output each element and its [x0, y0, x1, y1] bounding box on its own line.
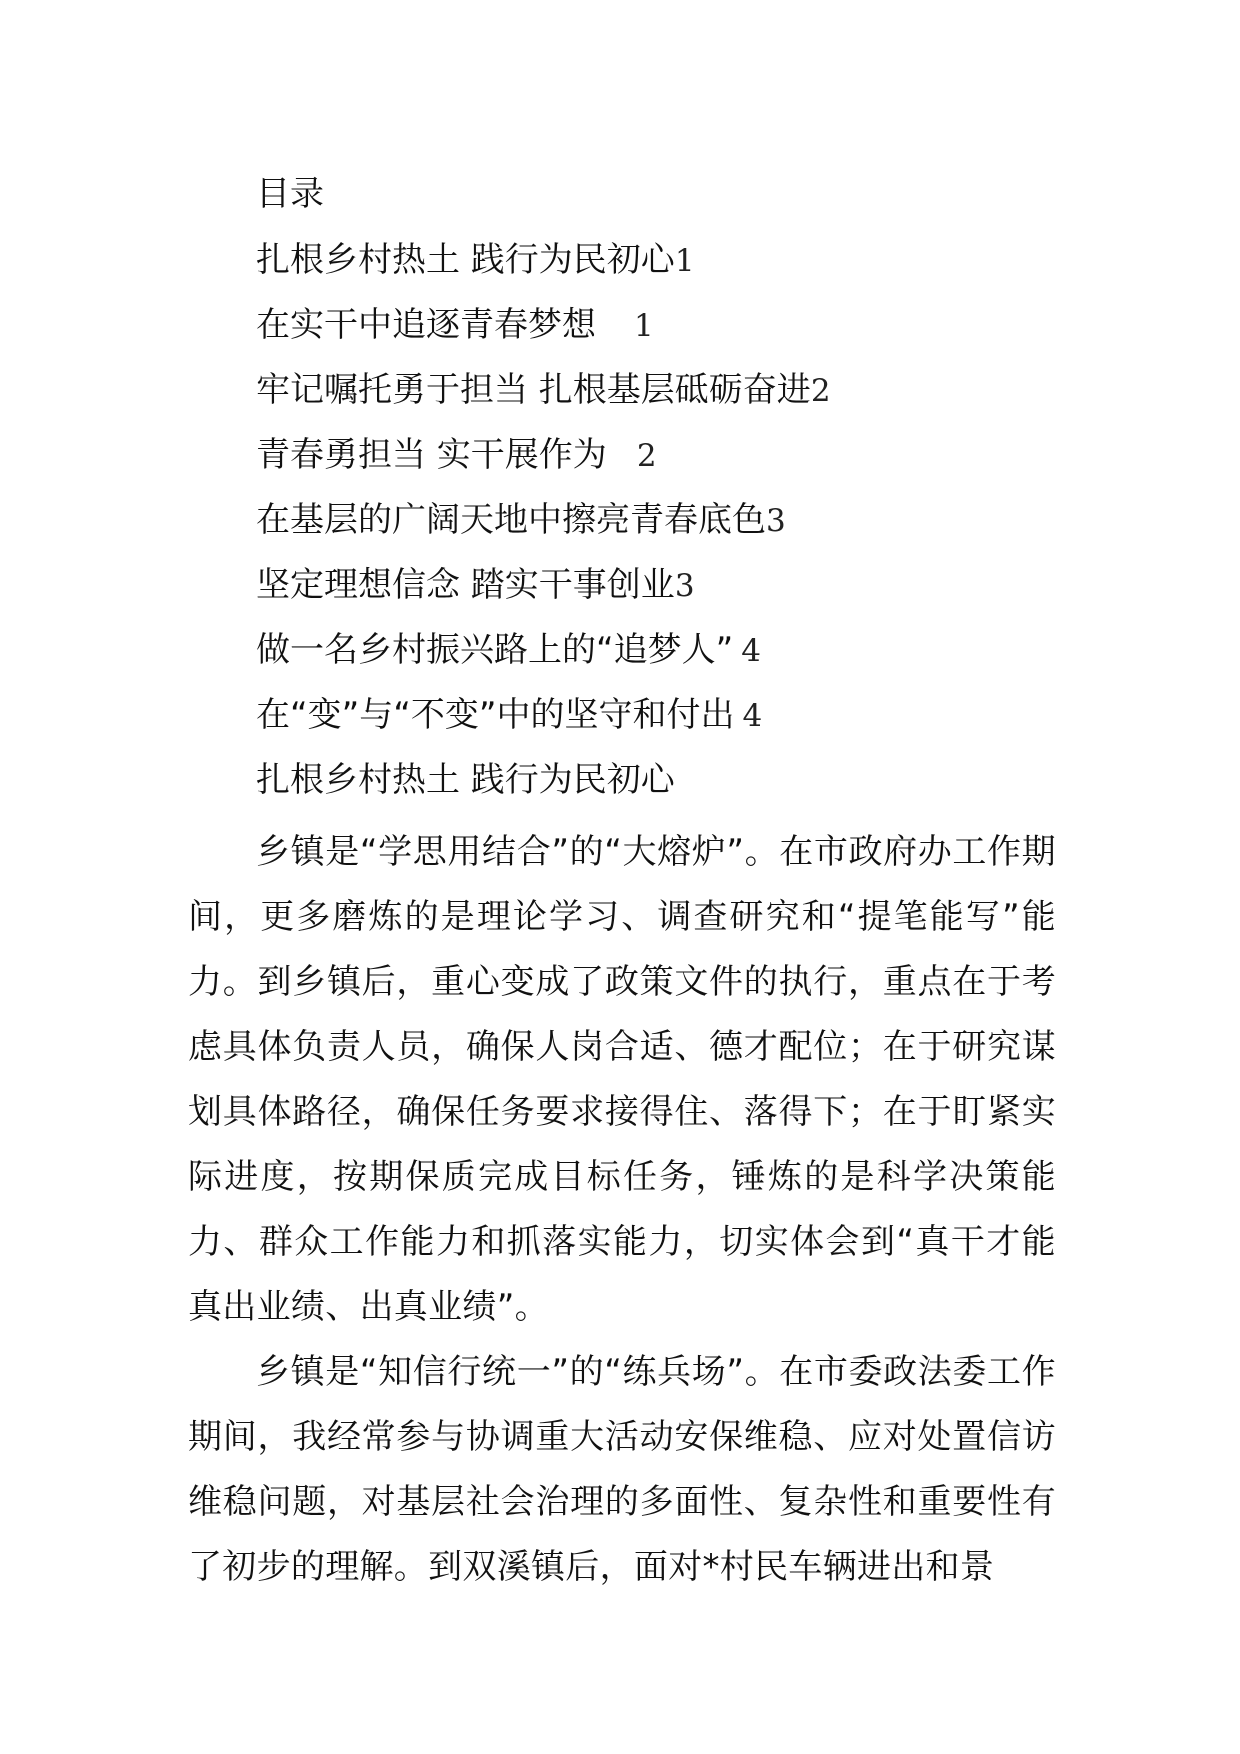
toc-entry-title: 在实干中追逐青春梦想 — [256, 305, 596, 345]
toc-entry-page: 2 — [810, 373, 831, 409]
article-paragraph: 乡镇是“学思用结合”的“大熔炉”。在市政府办工作期间，更多磨炼的是理论学习、调查研究和“提笔能写”能力。到乡镇后，重心变成了政策文件的执行，重点在于考虑具体负责人员，确保人岗合适、德才配位；在于研究谋划具体路径，确保任务要求接得住、落得下；在于盯紧实际进度，按期保质完成目标任务，锤炼的是科学决策能力、群众工作能力和抓落实能力，切实体会到“真干才能真出业绩、出真业绩”。 — [188, 832, 1056, 1327]
toc-entry-page: 4 — [741, 633, 761, 669]
toc-entry-page: 3 — [674, 568, 695, 604]
toc-entry-title: 做一名乡村振兴路上的“追梦人” — [256, 630, 734, 670]
toc-entry[interactable] — [256, 693, 831, 758]
toc-entry[interactable] — [256, 368, 831, 433]
toc-entry[interactable] — [256, 303, 831, 368]
toc-entry-page: 3 — [766, 503, 786, 539]
toc-entry-page: 1 — [634, 308, 654, 344]
article-paragraph: 乡镇是“知信行统一”的“练兵场”。在市委政法委工作期间，我经常参与协调重大活动安保维稳、应对处置信访维稳问题，对基层社会治理的多面性、复杂性和重要性有了初步的理解。到双溪镇后，面对*村民车辆进出和景 — [188, 1352, 1056, 1587]
toc-entry[interactable] — [256, 433, 831, 498]
toc-entry-title: 青春勇担当 实干展作为 — [256, 435, 607, 475]
table-of-contents — [256, 238, 831, 758]
toc-entry[interactable] — [256, 563, 831, 628]
article-body — [188, 820, 1056, 1600]
article-title: 扎根乡村热土 践行为民初心 — [256, 760, 675, 800]
toc-entry[interactable] — [256, 498, 831, 563]
toc-entry-title: 扎根乡村热土 践行为民初心 — [256, 240, 675, 280]
toc-entry-title: 在基层的广阔天地中擦亮青春底色 — [256, 500, 766, 540]
toc-entry[interactable] — [256, 238, 831, 303]
toc-entry-page: 4 — [742, 698, 763, 734]
toc-entry[interactable] — [256, 628, 831, 693]
toc-entry-page: 2 — [636, 438, 657, 474]
toc-entry-page: 1 — [674, 243, 695, 279]
toc-entry-title: 牢记嘱托勇于担当 扎根基层砥砺奋进 — [256, 370, 811, 410]
toc-entry-title: 在“变”与“不变”中的坚守和付出 — [256, 695, 735, 735]
toc-entry-title: 坚定理想信念 踏实干事创业 — [256, 565, 675, 605]
toc-heading: 目录 — [256, 174, 324, 214]
